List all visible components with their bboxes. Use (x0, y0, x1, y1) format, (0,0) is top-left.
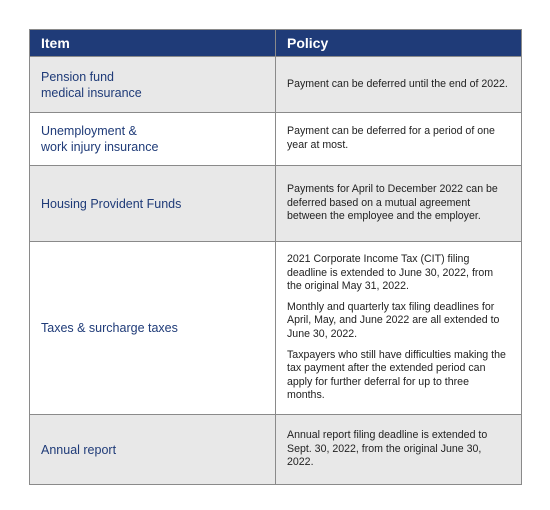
item-label: medical insurance (41, 85, 142, 100)
policy-text: Taxpayers who still have difficulties making the tax payment after the extended period can apply for further deferral for up to three months. (287, 348, 506, 402)
item-label: Annual report (41, 442, 117, 457)
policy-cell (276, 415, 521, 484)
item-cell (30, 57, 276, 112)
table-row (30, 57, 521, 113)
header-item: Item (30, 30, 276, 56)
policy-cell (276, 166, 521, 241)
table-header (30, 30, 521, 57)
policy-text: Monthly and quarterly tax filing deadlines for April, May, and June 2022 are all extended to June 30, 2022. (287, 300, 500, 340)
policy-text: 2021 Corporate Income Tax (CIT) filing deadline is extended to June 30, 2022, from the original May 31, 2022. (287, 253, 494, 293)
item-label: Pension fund (41, 69, 114, 84)
item-cell (30, 166, 276, 241)
item-label: Housing Provident Funds (41, 196, 182, 211)
policy-cell (276, 57, 521, 112)
table-row (30, 113, 521, 166)
header-policy: Policy (287, 35, 329, 51)
policy-text: Payment can be deferred until the end of 2022. (287, 77, 508, 90)
policy-text: Annual report filing deadline is extended to Sept. 30, 2022, from the original June 30, 2022. (287, 429, 488, 469)
item-cell (30, 242, 276, 414)
table-row (30, 242, 521, 415)
policy-cell (276, 113, 521, 165)
item-label: work injury insurance (41, 140, 159, 154)
table-row (30, 415, 521, 484)
policy-text: Payments for April to December 2022 can be deferred based on a mutual agreement between the employee and the employer. (287, 183, 498, 223)
policy-cell (276, 242, 521, 414)
item-cell (30, 415, 276, 484)
policy-table (29, 29, 522, 485)
item-label: Taxes & surcharge taxes (41, 321, 178, 335)
policy-text: Payment can be deferred for a period of one year at most. (287, 125, 495, 151)
item-cell (30, 113, 276, 165)
table-row (30, 166, 521, 242)
item-label: Unemployment & (41, 124, 137, 138)
